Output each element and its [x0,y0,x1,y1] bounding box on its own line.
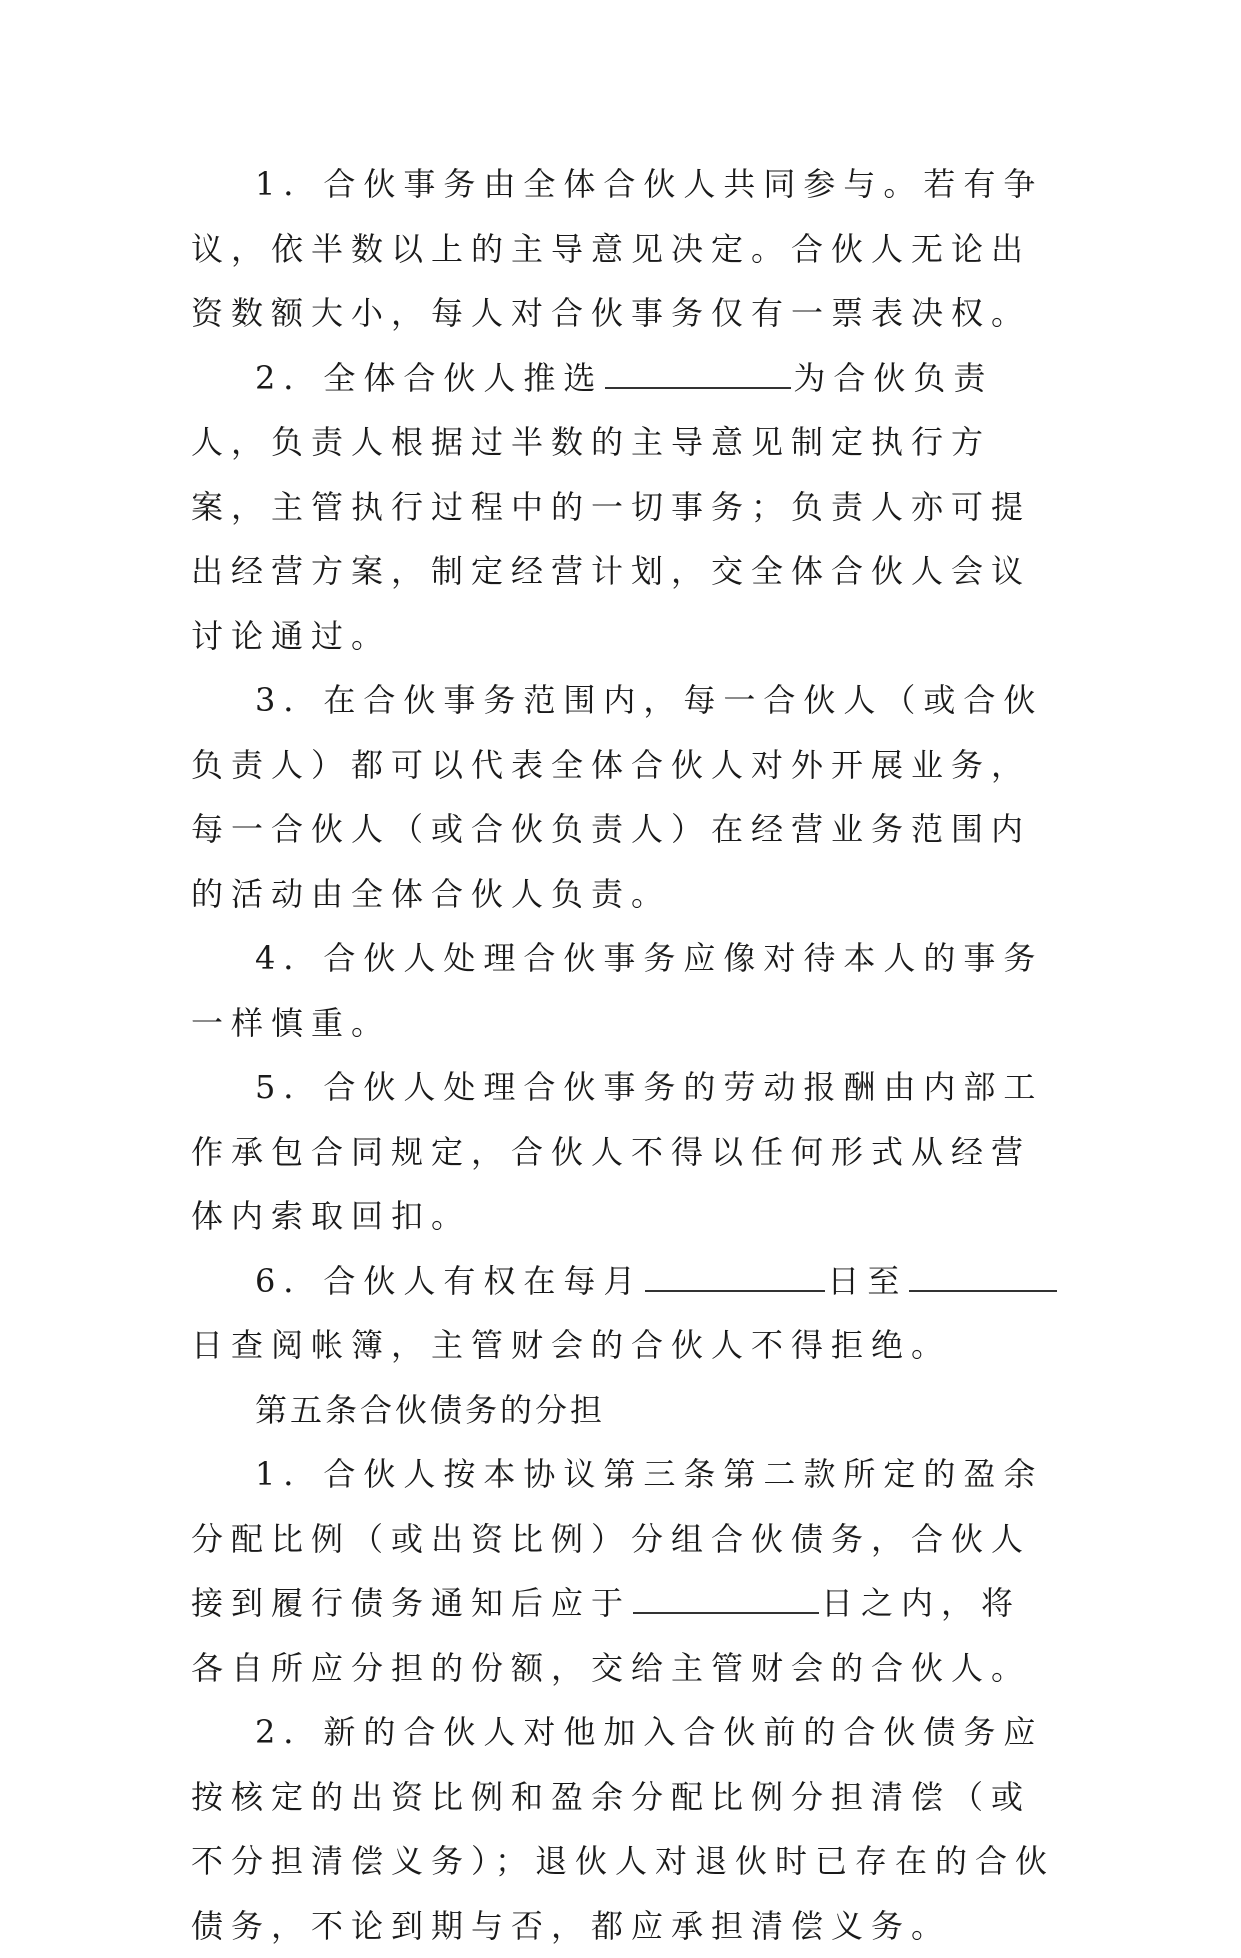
paragraph-6-lead: 6．合伙人有权在每月 [255,1261,644,1300]
paragraph-2-rest: 为合伙负责人，负责人根据过半数的主导意见制定执行方案，主管执行过程中的一切事务；负责人亦可提出经营方案，制定经营计划，交全体合伙人会议讨论通过。 [191,358,1032,655]
paragraph-3: 3．在合伙事务范围内，每一合伙人（或合伙负责人）都可以代表全体合伙人对外开展业务，每一合伙人（或合伙负责人）在经营业务范围内的活动由全体合伙人负责。 [191,681,1044,913]
paragraph-7-rest: 日之内，将各自所应分担的份额，交给主管财会的合伙人。 [191,1584,1032,1687]
paragraph-4: 4．合伙人处理合伙事务应像对待本人的事务一样慎重。 [191,939,1044,1042]
paragraph-7-lead: 1．合伙人按本协议第三条第二款所定的盈余分配比例（或出资比例）分组合伙债务，合伙人接到履行债务通知后应于 [191,1455,1044,1622]
paragraph-6-rest: 日查阅帐簿，主管财会的合伙人不得拒绝。 [191,1326,952,1364]
paragraph-1: 1．合伙事务由全体合伙人共同参与。若有争议，依半数以上的主导意见决定。合伙人无论出资数额大小，每人对合伙事务仅有一票表决权。 [191,165,1044,332]
paragraph-7 [191,1442,1061,1700]
blank-responsible-person [605,351,791,389]
paragraph-6 [191,1249,1061,1378]
blank-days [633,1576,819,1614]
blank-start-day [645,1254,825,1292]
paragraph-2 [191,346,1061,669]
paragraph-5: 5．合伙人处理合伙事务的劳动报酬由内部工作承包合同规定，合伙人不得以任何形式从经营体内索取回扣。 [191,1068,1044,1235]
paragraph-6-mid: 日至 [827,1261,908,1300]
blank-end-day [909,1254,1057,1292]
paragraph-8: 2．新的合伙人对他加入合伙前的合伙债务应按核定的出资比例和盈余分配比例分担清偿（或不分担清偿义务）；退伙人对退伙时已存在的合伙债务，不论到期与否，都应承担清偿义务。 [191,1713,1056,1945]
section-heading: 第五条合伙债务的分担 [255,1390,606,1429]
paragraph-2-lead: 2．全体合伙人推选 [255,358,604,397]
document-page [191,152,1061,1958]
